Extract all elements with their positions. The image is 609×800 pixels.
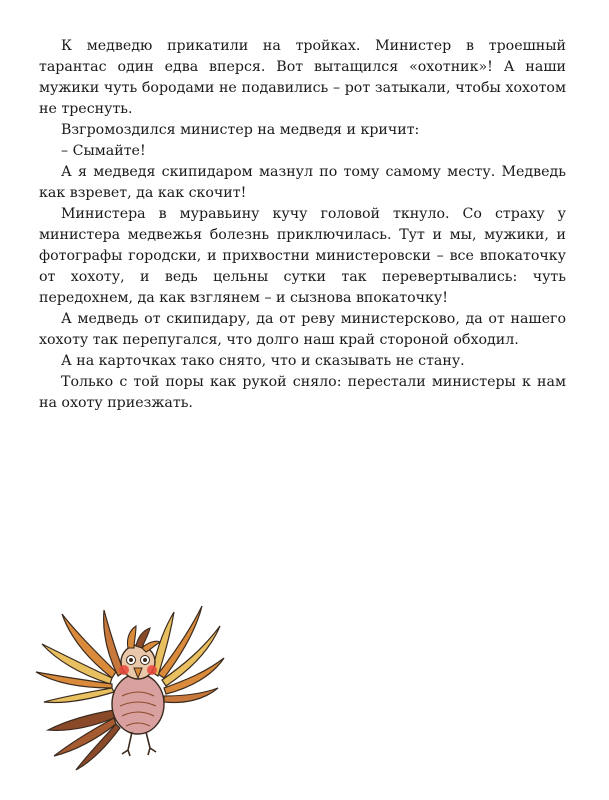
paragraph: К медведю прикатили на тройках. Министер в троешный тарантас один едва вперся. Вот вытащился «охотник»! А наши мужики чуть бородами не подавились – рот затыкали, чтобы хохотом не треснуть. — [39, 38, 566, 117]
cheek — [119, 665, 129, 675]
paragraph: Только с той поры как рукой сняло: перестали министеры к нам на охоту приезжать. — [39, 374, 566, 411]
folk-bird-icon — [32, 592, 228, 778]
legs — [122, 732, 156, 756]
right-wing — [152, 606, 224, 702]
bird-body — [112, 674, 164, 734]
tail — [48, 710, 120, 770]
paragraph: Взгромоздился министер на медведя и кричит: — [61, 122, 420, 138]
paragraph: – Сымайте! — [61, 143, 146, 159]
story-text — [39, 36, 566, 414]
crest — [127, 626, 160, 652]
paragraph: А медведь от скипидару, да от реву министерсково, да от нашего хохоту так перепугался, что долго наш край стороной обходил. — [39, 311, 566, 348]
paragraph: Министера в муравьину кучу головой ткнуло. Со страху у министера медвежья болезнь приключилась. Тут и мы, мужики, и фотографы городски, и прихвостни министеровски – все впокаточку от хохоту, и ведь цельны сутки так перевертывались: чуть передохнем, да как взглянем – и сызнова впокаточку! — [39, 206, 566, 306]
paragraph: А на карточках тако снято, что и сказывать не стану. — [61, 353, 465, 369]
left-wing — [36, 610, 124, 703]
paragraph: А я медведя скипидаром мазнул по тому самому месту. Медведь как взревет, да как скочит! — [39, 164, 566, 201]
cheek — [147, 665, 157, 675]
